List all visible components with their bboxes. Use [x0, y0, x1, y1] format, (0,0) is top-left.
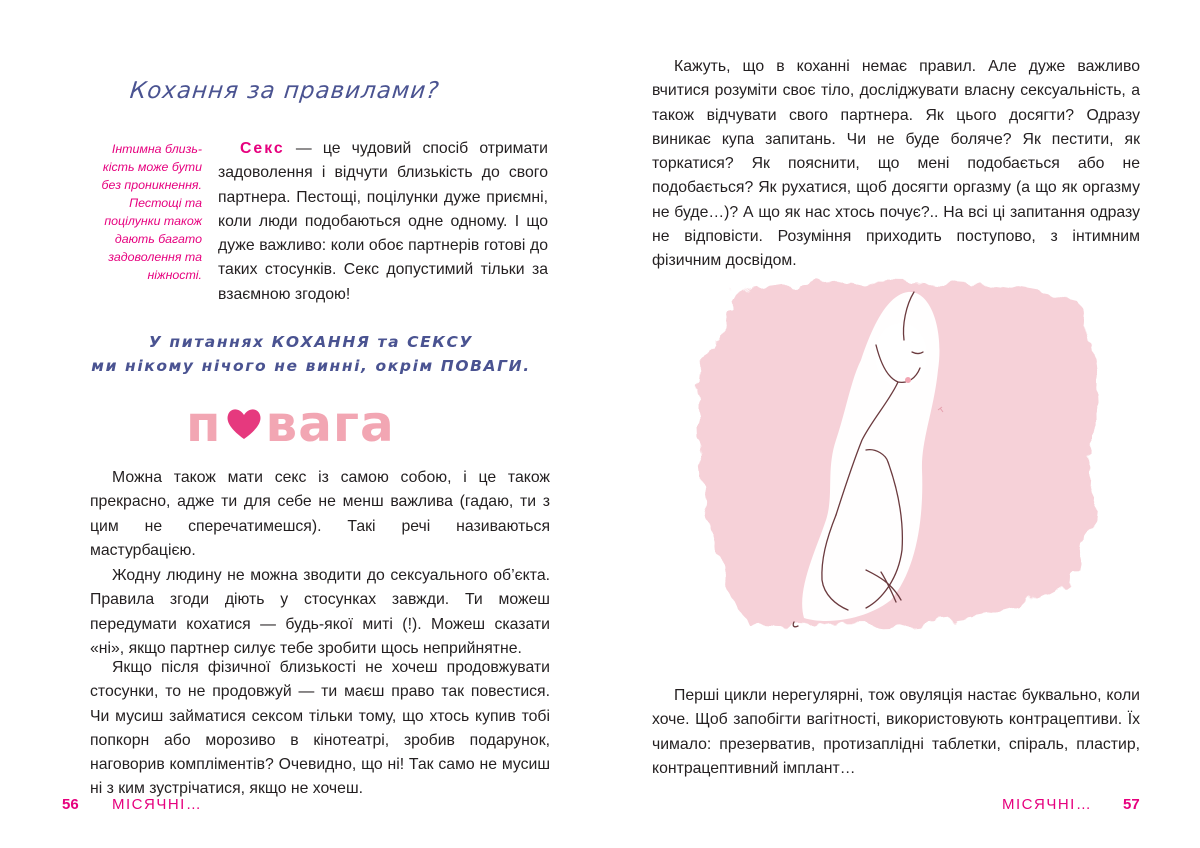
page-number: 57	[1123, 796, 1140, 813]
woman-illustration	[676, 270, 1102, 650]
sidenote: Інтимна близькість може бути без проникнення. Пестощі та поцілунки також дають багато задоволення та ніжності.	[101, 142, 202, 282]
sex-definition-paragraph	[218, 137, 548, 307]
page-number: 56	[62, 796, 79, 813]
paragraph-text: Перші цикли нерегулярні, тож овуляція настає буквально, коли хоче. Щоб запобігти вагітності, використовують контрацептиви. Їх чимало: презерватив, протизаплідні таблетки, спіраль, пластир, контрацептивний імплант…	[652, 687, 1140, 777]
consent-paragraph	[90, 564, 550, 661]
running-title: МІСЯЧНІ…	[112, 796, 203, 813]
paragraph-text: Жодну людину не можна зводити до сексуального об’єкта. Правила згоди діють у стосунках завжди. Ти можеш передумати кохатися — будь-якої миті (!). Можеш сказати «ні», якщо партнер силує тебе зробити щось неприйнятне.	[90, 567, 550, 657]
running-title: МІСЯЧНІ…	[1002, 796, 1093, 813]
povaga-lettering	[186, 395, 395, 453]
povaga-letters-start: п	[186, 395, 222, 453]
contraception-paragraph	[652, 684, 1140, 781]
heart-icon	[224, 404, 264, 444]
quote-line-1: У питаннях КОХАННЯ та СЕКСУ	[148, 333, 474, 351]
page-title: Кохання за правилами?	[128, 78, 441, 104]
povaga-letters-end: вага	[265, 395, 395, 453]
no-obligation-paragraph	[90, 656, 550, 802]
paragraph-text: Кажуть, що в коханні немає правил. Але дуже важливо вчитися розуміти своє тіло, досліджувати власну сексуальність, а також відчувати свого партнера. Як цього досягти? Одразу виникає купа запитань. Чи не буде боляче? Як пестити, як торкатися? Як пояснити, що мені подобається або не подобається? Як рухатися, щоб досягти оргазму (а що як оргазму не буде…)? А що як нас хтось почує?.. На всі ці запитання одразу не відповісти. Розуміння приходить поступово, з інтимним фізичним досвідом.	[652, 58, 1140, 270]
quote-line-2: ми нікому нічого не винні, окрім ПОВАГИ.	[91, 357, 531, 375]
respect-quote	[86, 330, 536, 378]
masturbation-paragraph	[90, 466, 550, 563]
paragraph-text: Якщо після фізичної близькості не хочеш продовжувати стосунки, то не продовжуй — ти маєш право так повестися. Чи мусиш займатися сексом тільки тому, що хтось купив тобі попкорн або морозиво в кінотеатрі, зробив подарунок, наговорив компліментів? Очевидно, що ні! Так само не мусиш ні з ким зустрічатися, якщо не хочеш.	[90, 659, 550, 798]
highlight-term: Секс	[240, 140, 285, 157]
paragraph-text: — це чудовий спосіб отримати задоволення і відчути близькість до свого партнера. Пестощі, поцілунки дуже приємні, коли люди подобаються одне одному. І що дуже важливо: коли обоє партнерів готові до таких стосунків. Секс допустимий тільки за взаємною згодою!	[218, 140, 548, 303]
intro-paragraph	[652, 55, 1140, 274]
paragraph-text: Можна також мати секс із самою собою, і це також прекрасно, адже ти для себе не менш важлива (гадаю, ти з цим не сперечатимешся). Такі речі називаються мастурбацією.	[90, 469, 550, 559]
